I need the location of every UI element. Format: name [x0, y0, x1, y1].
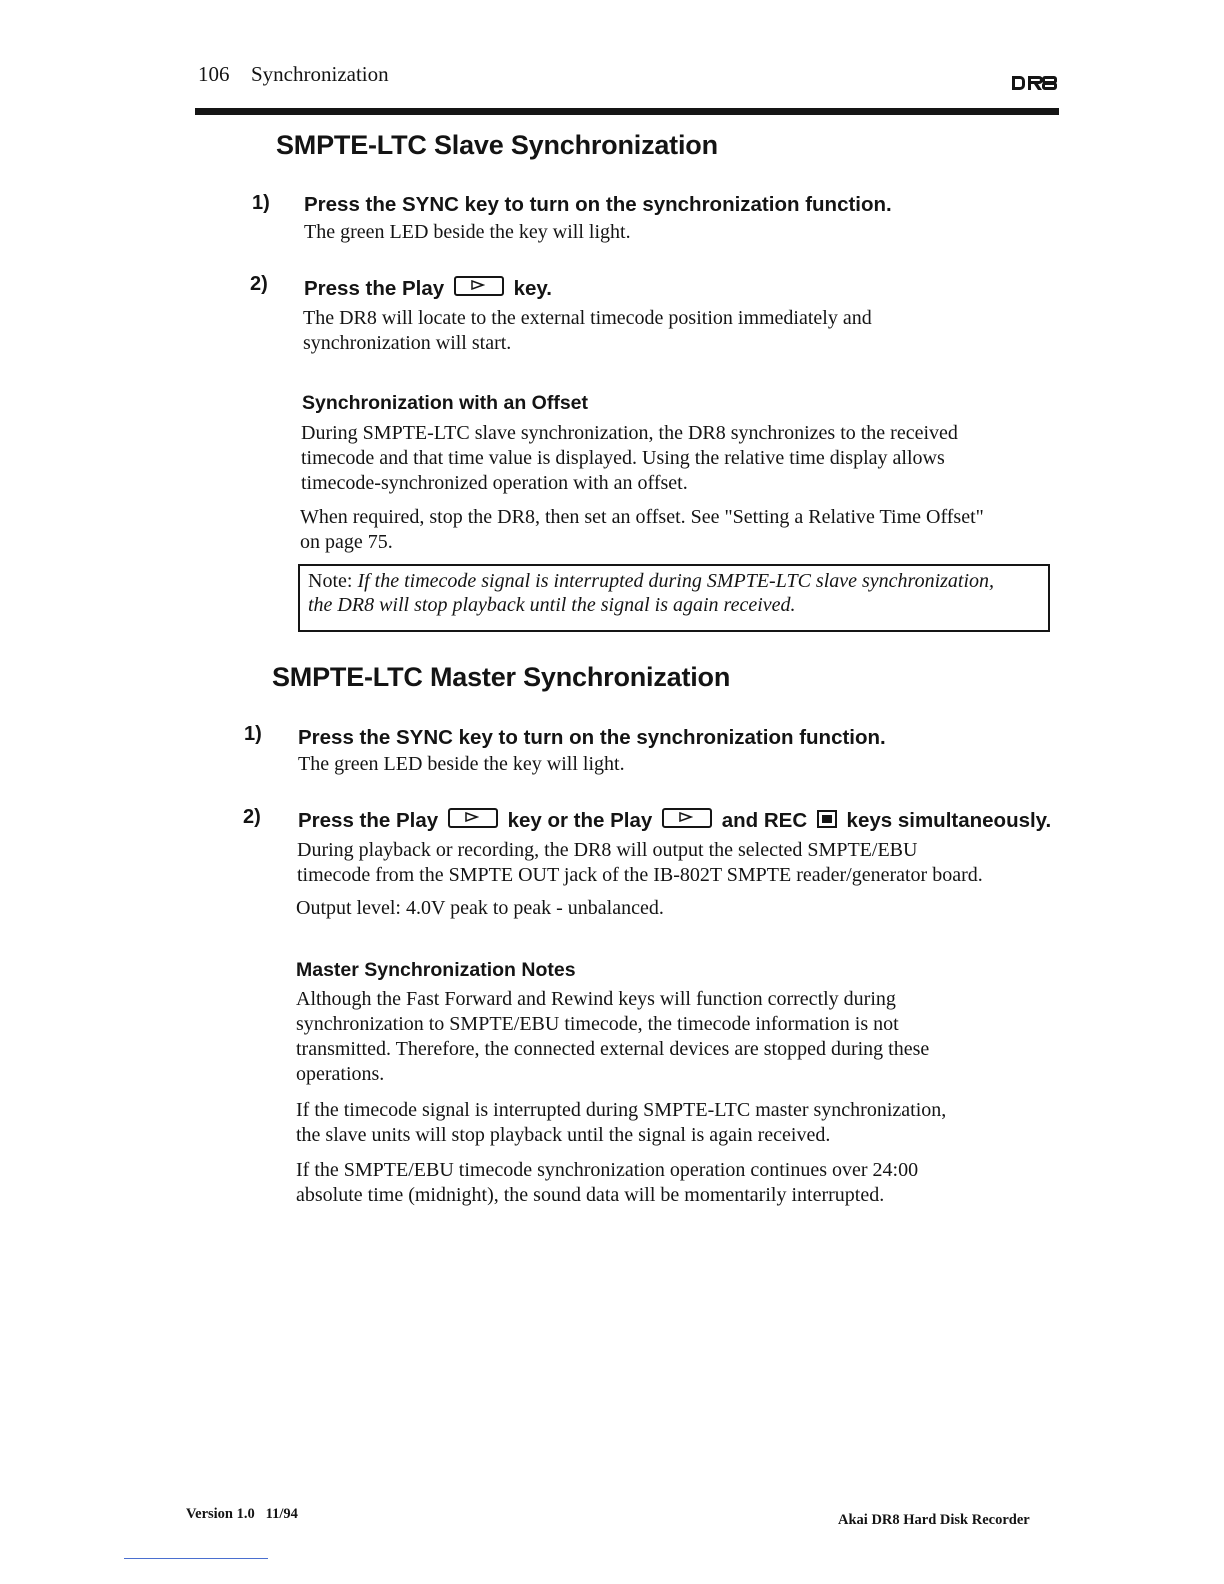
slave-step1-body: The green LED beside the key will light.: [304, 221, 631, 243]
master-step2-body: [297, 838, 983, 888]
master-step2-title: [298, 808, 1051, 833]
body-line: Although the Fast Forward and Rewind keys will function correctly during: [296, 988, 896, 1010]
dr8-logo: [1010, 72, 1058, 94]
offset-paragraph-1: [301, 421, 958, 496]
body-line: timecode and that time value is displayed. Using the relative time display allows: [301, 447, 945, 469]
note-label: Note:: [308, 570, 353, 592]
master-step1-body: The green LED beside the key will light.: [298, 753, 625, 775]
master-step2-part2: key or the Play: [507, 809, 653, 832]
slave-step2-title: [304, 276, 552, 301]
master-step1-title: Press the SYNC key to turn on the synchronization function.: [298, 726, 886, 749]
body-line: If the SMPTE/EBU timecode synchronization operation continues over 24:00: [296, 1159, 919, 1181]
body-line: absolute time (midnight), the sound data will be momentarily interrupted.: [296, 1184, 885, 1206]
slave-step2-number: 2): [250, 273, 268, 295]
body-line: the slave units will stop playback until the signal is again received.: [296, 1124, 831, 1146]
footer-product: Akai DR8 Hard Disk Recorder: [838, 1512, 1030, 1528]
master-notes-paragraph-1: [296, 987, 929, 1087]
master-step1-number: 1): [244, 723, 262, 745]
slave-step2-title-prefix: Press the Play: [304, 277, 445, 300]
page-number: 106: [198, 62, 230, 86]
offset-subsection-title: Synchronization with an Offset: [302, 392, 589, 414]
body-line: If the timecode signal is interrupted during SMPTE-LTC master synchronization,: [296, 1099, 947, 1121]
body-line: transmitted. Therefore, the connected external devices are stopped during these: [296, 1038, 930, 1060]
note-text-1: If the timecode signal is interrupted during SMPTE-LTC slave synchronization,: [357, 570, 995, 592]
body-line: The DR8 will locate to the external timecode position immediately and: [303, 307, 872, 329]
body-line: timecode from the SMPTE OUT jack of the IB-802T SMPTE reader/generator board.: [297, 864, 983, 886]
play-key-icon: [662, 808, 712, 828]
master-notes-paragraph-2: [296, 1098, 946, 1148]
offset-paragraph-2: [300, 505, 984, 555]
body-line: During SMPTE-LTC slave synchronization, the DR8 synchronizes to the received: [301, 422, 958, 444]
play-key-icon: [448, 808, 498, 828]
body-line: on page 75.: [300, 531, 393, 553]
output-level: Output level: 4.0V peak to peak - unbalanced.: [296, 897, 664, 919]
header-section-title: Synchronization: [251, 62, 389, 86]
master-step2-number: 2): [243, 806, 261, 828]
slave-step2-body: [303, 306, 872, 356]
corner-line: [124, 1558, 268, 1559]
note-line-1: [308, 569, 1040, 593]
note-box: [298, 564, 1050, 632]
body-line: During playback or recording, the DR8 will output the selected SMPTE/EBU: [297, 839, 918, 861]
rec-key-icon: [817, 810, 837, 828]
play-key-icon: [454, 276, 504, 296]
body-line: synchronization will start.: [303, 332, 512, 354]
slave-section-title: SMPTE-LTC Slave Synchronization: [276, 130, 718, 160]
body-line: When required, stop the DR8, then set an offset. See "Setting a Relative Time Offset": [300, 506, 984, 528]
slave-step1-number: 1): [252, 192, 270, 214]
slave-step1-title: Press the SYNC key to turn on the synchronization function.: [304, 193, 892, 216]
master-step2-part1: Press the Play: [298, 809, 439, 832]
footer-version: Version 1.0 11/94: [186, 1506, 298, 1522]
master-step2-part3: and REC: [721, 809, 808, 832]
master-section-title: SMPTE-LTC Master Synchronization: [272, 662, 731, 692]
master-step2-part4: keys simultaneously.: [846, 809, 1052, 832]
master-notes-paragraph-3: [296, 1158, 918, 1208]
header-rule: [195, 108, 1059, 115]
slave-step2-title-suffix: key.: [513, 277, 552, 300]
body-line: timecode-synchronized operation with an offset.: [301, 472, 688, 494]
master-notes-title: Master Synchronization Notes: [296, 959, 576, 981]
body-line: synchronization to SMPTE/EBU timecode, the timecode information is not: [296, 1013, 899, 1035]
body-line: operations.: [296, 1063, 385, 1085]
note-text-2: the DR8 will stop playback until the signal is again received.: [308, 594, 796, 616]
